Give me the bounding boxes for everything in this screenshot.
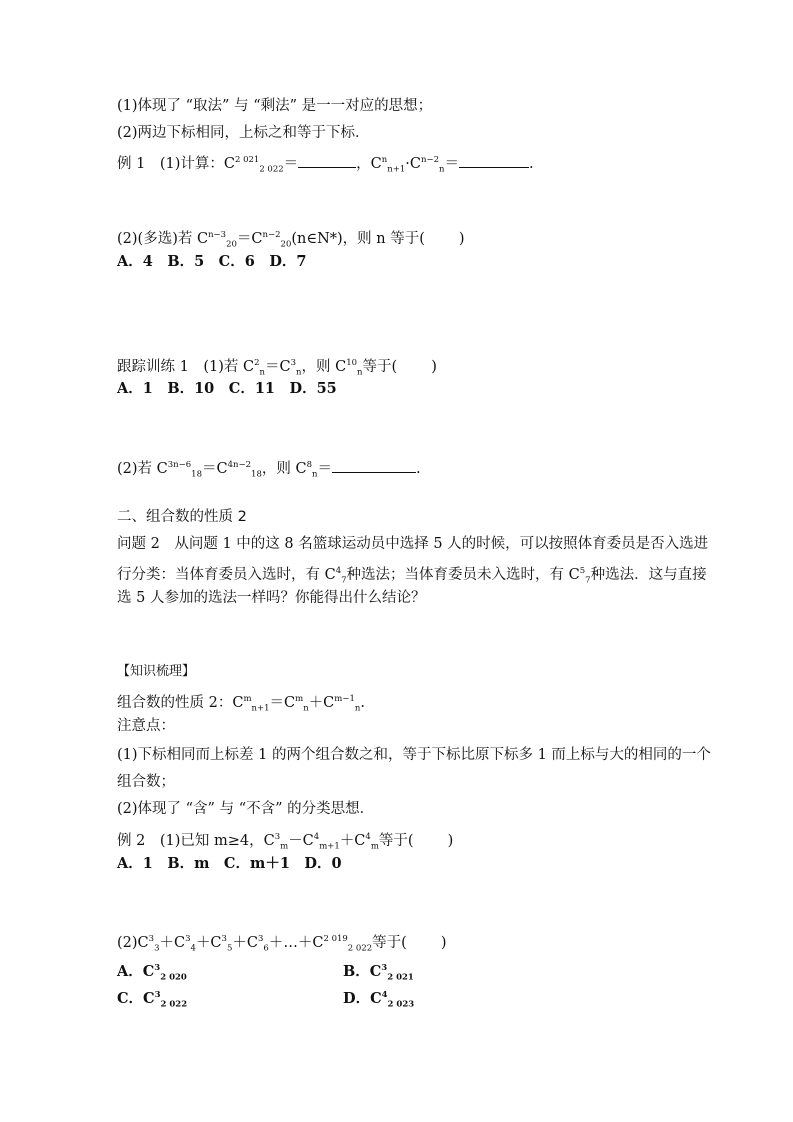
text: A．C (117, 962, 155, 980)
note-label: 注意点： (117, 718, 175, 734)
text: ，则 C (301, 358, 347, 375)
text-line: (2)两边下标相同，上标之和等于下标． (117, 125, 370, 141)
text: 等于( (372, 934, 407, 951)
subscript: 6 (263, 943, 269, 954)
superscript: 3 (154, 990, 161, 1000)
text: . (415, 460, 421, 477)
section-heading: 二、组合数的性质 2 (117, 509, 247, 525)
subscript: 18 (251, 469, 262, 480)
text: 种选法．这与直接 (590, 566, 707, 583)
text: ＝C (269, 694, 296, 711)
superscript: 4 (335, 566, 342, 576)
text: (2)(多选)若 C (117, 230, 209, 247)
superscript: 3 (185, 934, 191, 944)
text: D．C (343, 989, 382, 1007)
text: ) (431, 358, 437, 375)
subscript: 5 (226, 943, 233, 954)
subscript: 2 020 (160, 972, 187, 983)
subscript: 2 023 (387, 999, 415, 1010)
text: ，则 C (261, 460, 307, 477)
text: (2)C (117, 934, 149, 951)
subscript: n+1 (251, 703, 270, 714)
superscript: 3 (221, 934, 227, 944)
subscript: 18 (191, 469, 202, 480)
superscript: m (295, 694, 304, 704)
example-1-part-1 (117, 150, 534, 180)
text: ，C (356, 155, 382, 172)
text-line: (1)体现了 “取法” 与 “剩法” 是一一对应的思想； (117, 98, 433, 114)
text: 种选法；当体育委员未入选时，有 C (346, 566, 580, 583)
option-d (343, 985, 414, 1015)
superscript: m−1 (334, 694, 355, 704)
text: ＋C (308, 694, 335, 711)
subscript: n (354, 703, 361, 714)
subscript: 20 (280, 239, 292, 250)
subscript: n (296, 367, 302, 378)
superscript: n−3 (208, 230, 227, 240)
text: 跟踪训练 1 (1)若 C (117, 358, 255, 375)
superscript: 4 (365, 832, 371, 842)
superscript: 3 (274, 832, 281, 842)
text: (2)若 C (117, 460, 168, 477)
superscript: 4n−2 (227, 460, 252, 470)
answer-blank[interactable] (459, 153, 529, 168)
example-2-part-2 (117, 929, 446, 959)
text: ＝C (264, 358, 291, 375)
text: 例 1 (1)计算：C (117, 155, 235, 172)
superscript: n−2 (420, 155, 439, 165)
subscript: n+1 (387, 164, 406, 175)
superscript: 8 (306, 460, 312, 470)
answer-blank[interactable] (298, 153, 356, 168)
question-2-line (117, 561, 707, 591)
text: 行分类：当体育委员入选时，有 C (117, 566, 336, 583)
text: C．C (117, 989, 155, 1007)
text: ) (447, 832, 454, 849)
text: ＋C (195, 934, 222, 951)
subscript: n (312, 469, 318, 480)
superscript: 3n−6 (167, 460, 192, 470)
superscript: 4 (313, 832, 320, 842)
example-2-part-1 (117, 827, 453, 857)
superscript: 3 (258, 934, 264, 944)
note-line: 组合数； (117, 774, 175, 790)
superscript: 3 (154, 963, 161, 973)
options: A．4 B．5 C．6 D．7 (117, 253, 307, 270)
superscript: n−2 (262, 230, 281, 240)
text: －C (288, 832, 314, 849)
subscript: m+1 (319, 841, 340, 852)
question-2-line: 选 5 人参加的选法一样吗？你能得出什么结论？ (117, 590, 426, 606)
text: ·C (405, 155, 421, 172)
text: ＋C (232, 934, 258, 951)
superscript: 2 (254, 358, 260, 368)
subscript: n (439, 164, 445, 175)
subscript: n (357, 367, 363, 378)
text: ) (458, 230, 465, 247)
tracking-training-1-part-2 (117, 455, 421, 485)
subscript: 7 (585, 575, 591, 586)
superscript: 2 019 (323, 934, 348, 944)
superscript: 5 (579, 566, 586, 576)
options: A．1 B．m C．m＋1 D．0 (117, 855, 342, 872)
text: B．C (343, 962, 382, 980)
subscript: 4 (190, 943, 196, 954)
property-2 (117, 689, 365, 719)
superscript: m (243, 694, 252, 704)
subscript: n (259, 367, 265, 378)
subscript: 2 022 (160, 999, 188, 1010)
subscript: 20 (226, 239, 237, 250)
text: ) (440, 934, 447, 951)
superscript: 3 (148, 934, 155, 944)
text: ＋…＋C (268, 934, 324, 951)
option-a (117, 958, 187, 988)
text: 等于( (362, 358, 398, 375)
answer-blank[interactable] (332, 458, 416, 473)
text: (n∈N*)，则 n 等于( (291, 230, 425, 247)
text: ＝C (202, 460, 228, 477)
subscript: n (303, 703, 309, 714)
subscript: 2 021 (387, 972, 414, 983)
superscript: 4 (381, 990, 388, 1000)
subscript: 2 022 (259, 164, 284, 175)
subscript: 2 022 (347, 943, 373, 954)
subscript: 7 (341, 575, 347, 586)
superscript: 10 (346, 358, 358, 368)
example-1-part-2 (117, 225, 465, 255)
superscript: 3 (290, 358, 297, 368)
knowledge-heading: 【知识梳理】 (117, 664, 196, 679)
option-b (343, 958, 414, 988)
text: ＋C (339, 832, 366, 849)
question-2-line: 问题 2 从问题 1 中的这 8 名篮球运动员中选择 5 人的时候，可以按照体育委员是否入选进 (117, 536, 709, 552)
note-line: (1)下标相同而上标差 1 的两个组合数之和，等于下标比原下标多 1 而上标与大的相同的一个 (117, 747, 711, 763)
note-line: (2)体现了 “含” 与 “不含” 的分类思想． (117, 801, 375, 817)
subscript: m (370, 841, 379, 852)
text: ＝ (444, 155, 459, 172)
text: 组合数的性质 2：C (117, 694, 244, 711)
text: ＝ (283, 155, 299, 172)
text: . (360, 694, 365, 711)
superscript: 2 021 (234, 155, 260, 165)
superscript: n (381, 155, 388, 165)
text: ＝ (317, 460, 332, 477)
text: . (528, 155, 534, 172)
text: ＋C (159, 934, 186, 951)
subscript: m (280, 841, 289, 852)
text: 等于( (378, 832, 414, 849)
option-c (117, 985, 187, 1015)
text: 例 2 (1)已知 m≥4，C (117, 832, 275, 849)
subscript: 3 (154, 943, 160, 954)
superscript: 3 (381, 963, 388, 973)
text: ＝C (236, 230, 263, 247)
options: A．1 B．10 C．11 D．55 (117, 380, 337, 397)
